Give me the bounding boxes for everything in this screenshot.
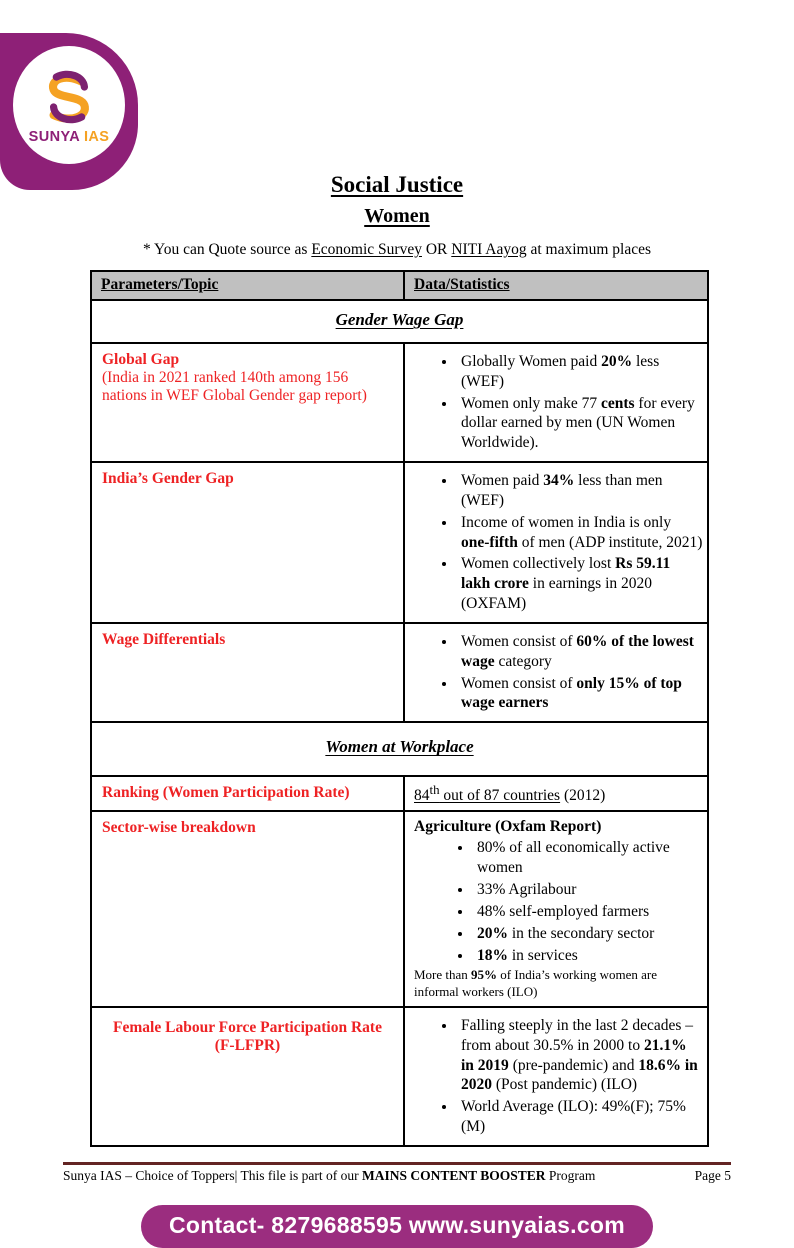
list-item: • Women collectively lost Rs 59.11 lakh crore in earnings in 2020 (OXFAM) <box>457 554 703 613</box>
content-table <box>90 270 709 1147</box>
topic-title: India’s Gender Gap <box>102 470 234 488</box>
sector-heading: Agriculture (Oxfam Report) <box>414 818 602 836</box>
list-item: • Women consist of only 15% of top wage earners <box>457 674 703 714</box>
source-note-or: OR <box>421 241 452 258</box>
footer-text: Sunya IAS – Choice of Toppers| This file is part of our MAINS CONTENT BOOSTER Program <box>63 1167 596 1183</box>
list-item: • 80% of all economically active women <box>473 838 703 878</box>
topic-title-line2: (F-LFPR) <box>214 1036 281 1054</box>
topic-title: Wage Differentials <box>102 630 226 648</box>
data-cell-sector-breakdown <box>404 811 708 1006</box>
data-cell-ranking: 84th out of 87 countries (2012) <box>404 776 708 811</box>
table-row-flfpr <box>91 1007 708 1146</box>
list-item: • Globally Women paid 20% less (WEF) <box>457 352 703 392</box>
table-row-wage-differentials <box>91 623 708 722</box>
topic-cell-india-gender-gap <box>91 462 404 623</box>
sector-footnote: More than 95% of India’s working women are informal workers (ILO) <box>414 967 657 999</box>
logo-badge <box>13 46 125 164</box>
table-row-sector-breakdown <box>91 811 708 1006</box>
list-item: • Women paid 34% less than men (WEF) <box>457 471 703 511</box>
data-cell-global-gap <box>404 343 708 462</box>
data-cell-india-gender-gap <box>404 462 708 623</box>
source-note-source1: Economic Survey <box>311 241 422 258</box>
topic-title-line1: Female Labour Force Participation Rate <box>113 1018 382 1036</box>
table-row-global-gap <box>91 343 708 462</box>
list-item: • Women only make 77 cents for every dollar earned by men (UN Women Worldwide). <box>457 394 703 453</box>
section-row-gender-wage-gap <box>91 300 708 343</box>
list-item: • 18% in services <box>473 946 703 966</box>
ordinal-superscript: th <box>429 782 440 798</box>
data-cell-wage-differentials <box>404 623 708 722</box>
source-note-prefix: * You can Quote source as <box>143 241 312 258</box>
logo-wordmark-secondary: IAS <box>83 128 110 145</box>
column-header-data: Data/Statistics <box>404 271 708 300</box>
contact-banner: Contact- 8279688595 www.sunyaias.com <box>141 1205 653 1248</box>
section-row-women-at-workplace <box>91 722 708 776</box>
list-item: • Women consist of 60% of the lowest wage category <box>457 632 703 672</box>
list-item: • Falling steeply in the last 2 decades – from about 30.5% in 2000 to 21.1% in 2019 (pre-pandemic) and 18.6% in 2020 (Post pandemic) (ILO) <box>457 1016 703 1095</box>
topic-cell-ranking <box>91 776 404 811</box>
topic-cell-global-gap <box>91 343 404 462</box>
source-note-source2: NITI Aayog <box>451 241 527 258</box>
topic-cell-sector-breakdown <box>91 811 404 1006</box>
list-item: • 20% in the secondary sector <box>473 924 703 944</box>
list-item: • 48% self-employed farmers <box>473 902 703 922</box>
list-item: • World Average (ILO): 49%(F); 75%(M) <box>457 1097 703 1137</box>
page-number: Page 5 <box>694 1167 731 1183</box>
logo-wordmark-primary: SUNYA <box>28 128 80 145</box>
section-header-gender-wage-gap: Gender Wage Gap <box>91 300 708 343</box>
logo-wordmark <box>29 129 110 145</box>
table-row-ranking <box>91 776 708 811</box>
source-note-suffix: at maximum places <box>526 241 651 258</box>
table-row-india-gender-gap <box>91 462 708 623</box>
list-item: • 33% Agrilabour <box>473 880 703 900</box>
section-header-women-at-workplace: Women at Workplace <box>91 722 708 776</box>
topic-title: Global Gap <box>102 351 180 368</box>
page-title: Social Justice <box>330 172 464 197</box>
sunya-ias-logo <box>0 33 138 190</box>
page-subtitle: Women <box>364 205 430 227</box>
column-header-parameters: Parameters/Topic <box>91 271 404 300</box>
page-footer <box>63 1162 731 1184</box>
list-item: • Income of women in India is only one-fifth of men (ADP institute, 2021) <box>457 513 703 553</box>
topic-title: Ranking (Women Participation Rate) <box>102 784 350 802</box>
data-cell-flfpr <box>404 1007 708 1146</box>
topic-subtext: (India in 2021 ranked 140th among 156 nations in WEF Global Gender gap report) <box>102 369 367 404</box>
topic-title: Sector-wise breakdown <box>102 819 256 837</box>
table-header-row <box>91 271 708 300</box>
topic-cell-wage-differentials <box>91 623 404 722</box>
topic-cell-flfpr <box>91 1007 404 1146</box>
source-note <box>0 241 794 259</box>
sunya-s-icon <box>40 68 98 126</box>
